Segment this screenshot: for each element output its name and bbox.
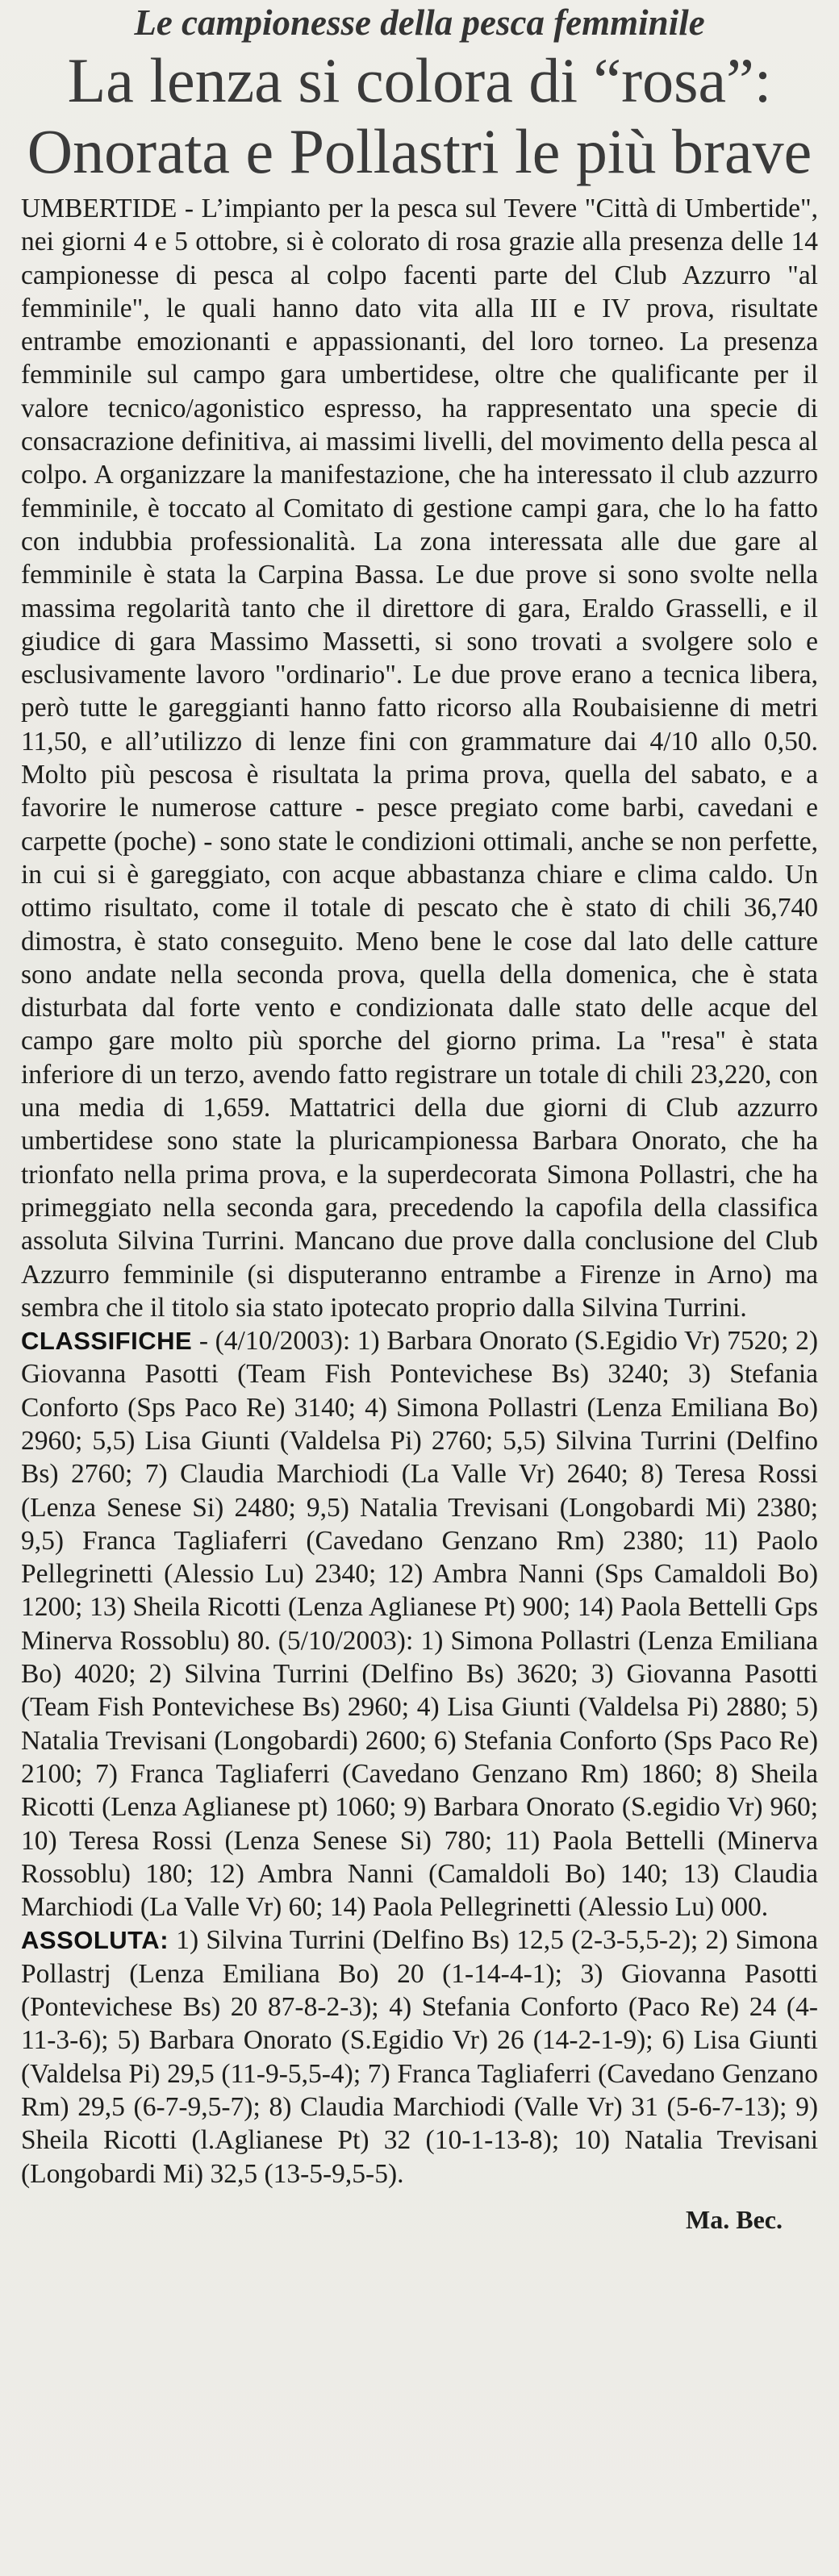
assoluta-label: ASSOLUTA: — [21, 1926, 169, 1955]
article-kicker: Le campionesse della pesca femminile — [134, 2, 705, 43]
article-dateline: UMBERTIDE — [21, 194, 177, 223]
article-headline — [18, 45, 821, 187]
headline-line-2: Onorata e Pollastri le più brave — [27, 116, 812, 186]
classifiche-label: CLASSIFICHE — [21, 1327, 193, 1356]
assoluta-text: 1) Silvina Turrini (Delfino Bs) 12,5 (2-3-5,5-2); 2) Simona Pollastrj (Lenza Emiliana Bo) 20 (1-14-4-1); 3) Giovanna Pasotti (Pontevichese Bs) 20 87-8-2-3); 4) Stefania Conforto (Paco Re) 24 (4-11-3-6); 5) Barbara Onorato (S.Egidio Vr) 26 (14-2-1-9); 6) Lisa Giunti (Valdelsa Pi) 29,5 (11-9-5,5-4); 7) Franca Tagliaferri (Cavedano Genzano Rm) 29,5 (6-7-9,5-7); 8) Claudia Marchiodi (Valle Vr) 31 (5-6-7-13); 9) Sheila Ricotti (l.Aglianese Pt) 32 (10-1-13-8); 10) Natalia Trevisani (Longobardi Mi) 32,5 (13-5-9,5-5). — [21, 1925, 818, 2189]
headline-line-1: La lenza si colora di “rosa”: — [67, 45, 772, 115]
article-body — [18, 192, 821, 2190]
article-signature: Ma. Bec. — [686, 2204, 783, 2234]
article-body-text: - L’impianto per la pesca sul Tevere "Città di Umbertide", nei giorni 4 e 5 ottobre, si è colorato di rosa grazie alla presenza delle 14 campionesse di pesca al colpo facenti parte del Club Azzurro "al femminile", le quali hanno dato vita alla III e IV prova, risultate entrambe emozionanti e appassionanti, del loro torneo. La presenza femminile sul campo gara umbertidese, oltre che qualificante per il valore tecnico/agonistico espresso, ha rappresentato una specie di consacrazione definitiva, ai massimi livelli, del movimento della pesca al colpo. A organizzare la manifestazione, che ha interessato il club azzurro femminile, è toccato al Comitato di gestione campi gara, che lo ha fatto con indubbia professionalità. La zona interessata alle due gare al femminile è stata la Carpina Bassa. Le due prove si sono svolte nella massima regolarità tanto che il direttore di gara, Eraldo Grasselli, e il giudice di gara Massimo Massetti, si sono trovati a svolgere solo e esclusivamente lavoro "ordinario". Le due prove erano a tecnica libera, però tutte le gareggianti hanno fatto ricorso alla Roubaisienne di metri 11,50, e all’utilizzo di lenze fini con grammature dai 4/10 allo 0,50. Molto più pescosa è risultata la prima prova, quella del sabato, e a favorire le numerose catture - pesce pregiato come barbi, cavedani e carpette (poche) - sono state le condizioni ottimali, anche se non perfette, in cui si è gareggiato, con acque abbastanza chiare e clima caldo. Un ottimo risultato, come il totale di pescato che è stato di chili 36,740 dimostra, è stato conseguito. Meno bene le cose dal lato delle catture sono andate nella seconda prova, quella della domenica, che è stata disturbata dal forte vento e condizionata dalle stato delle acque del campo gare molto più sporche del giorno prima. La "resa" è stata inferiore di un terzo, avendo fatto registrare un totale di chili 23,220, con una media di 1,659. Mattatrici della due giorni di Club azzurro umbertidese sono state la pluricampionessa Barbara Onorato, che ha trionfato nella prima prova, e la superdecorata Simona Pollastri, che ha primeggiato nella seconda gara, precedendo la capofila della classifica assoluta Silvina Turrini. Mancano due prove dalla conclusione del Club Azzurro femminile (si disputeranno entrambe a Firenze in Arno) ma sembra che il titolo sia stato ipotecato proprio dalla Silvina Turrini. — [21, 194, 818, 1323]
classifiche-text: - (4/10/2003): 1) Barbara Onorato (S.Egidio Vr) 7520; 2) Giovanna Pasotti (Team Fish Pontevichese Bs) 3240; 3) Stefania Conforto (Sps Paco Re) 3140; 4) Simona Pollastri (Lenza Emiliana Bo) 2960; 5,5) Lisa Giunti (Valdelsa Pi) 2760; 5,5) Silvina Turrini (Delfino Bs) 2760; 7) Claudia Marchiodi (La Valle Vr) 2640; 8) Teresa Rossi (Lenza Senese Si) 2480; 9,5) Natalia Trevisani (Longobardi Mi) 2380; 9,5) Franca Tagliaferri (Cavedano Genzano Rm) 2380; 11) Paolo Pellegrinetti (Alessio Lu) 2340; 12) Ambra Nanni (Sps Camaldoli Bo) 1200; 13) Sheila Ricotti (Lenza Aglianese Pt) 900; 14) Paola Bettelli Gps Minerva Rossoblu) 80. (5/10/2003): 1) Simona Pollastri (Lenza Emiliana Bo) 4020; 2) Silvina Turrini (Delfino Bs) 3620; 3) Giovanna Pasotti (Team Fish Pontevichese Bs) 2960; 4) Lisa Giunti (Valdelsa Pi) 2880; 5) Natalia Trevisani (Longobardi) 2600; 6) Stefania Conforto (Sps Paco Re) 2100; 7) Franca Tagliaferri (Cavedano Genzano Rm) 1860; 8) Sheila Ricotti (Lenza Aglianese pt) 1060; 9) Barbara Onorato (S.egidio Vr) 960; 10) Teresa Rossi (Lenza Senese Si) 780; 11) Paola Bettelli (Minerva Rossoblu) 180; 12) Ambra Nanni (Camaldoli Bo) 140; 13) Claudia Marchiodi (La Valle Vr) 60; 14) Paola Pellegrinetti (Alessio Lu) 000. — [21, 1326, 818, 1923]
